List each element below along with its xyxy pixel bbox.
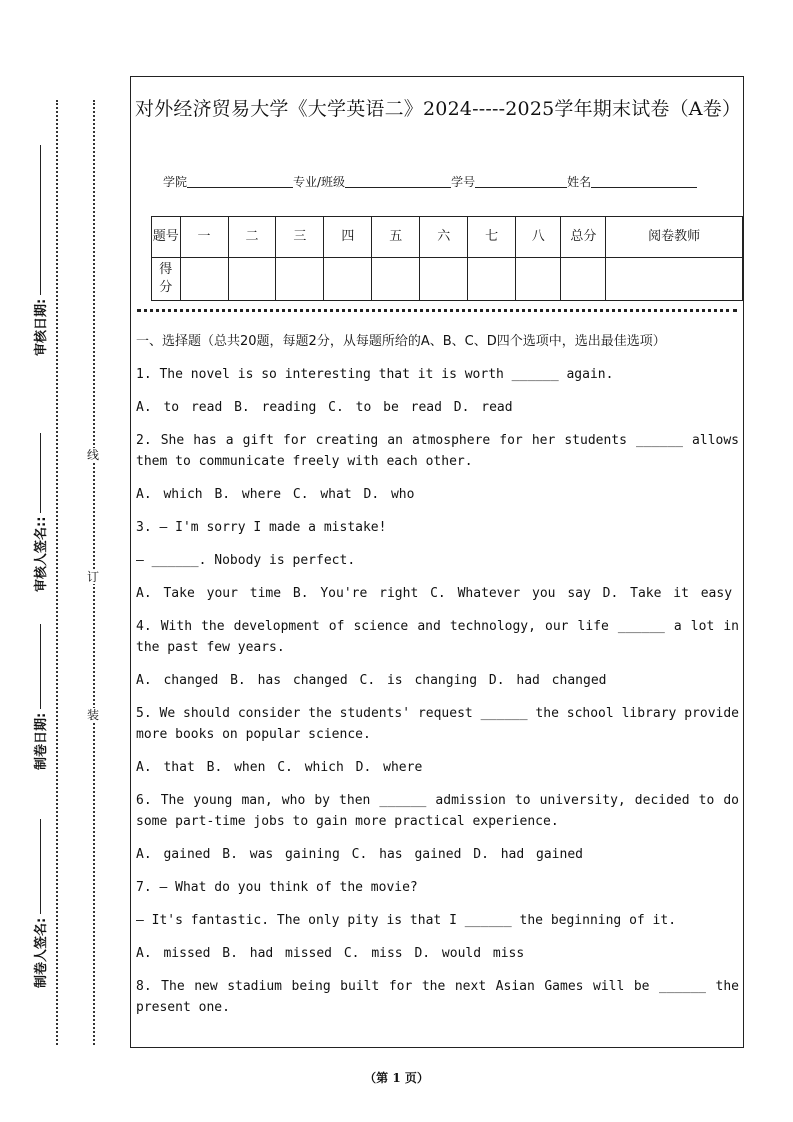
exam-paper [130,76,744,1048]
college-field[interactable] [187,175,293,188]
question-options: A. that B. when C. which D. where [136,760,423,775]
question-stem-continued: — It's fantastic. The only pity is that I ______ the beginning of it. [136,913,677,928]
student-id-field[interactable] [475,175,567,188]
name-field[interactable] [591,175,697,188]
maker-signature-label: 制卷人签名: [30,819,49,988]
question-stem: 2. She has a gift for creating an atmosphere for her students ______ allows them to communicate freely with each other. [136,433,739,469]
score-cell[interactable] [468,258,516,301]
score-header-cell: 一 [180,217,228,258]
score-cell[interactable] [561,258,606,301]
question-stem: 5. We should consider the students' request ______ the school library provide more books on popular science. [136,706,739,742]
score-header-cell: 二 [228,217,276,258]
score-cell[interactable] [372,258,420,301]
question-stem: 3. — I'm sorry I made a mistake! [136,520,387,535]
binding-dotted-line-outer [56,100,58,1045]
question-options: A. to read B. reading C. to be read D. read [136,400,513,415]
question-options: A. which B. where C. what D. who [136,487,415,502]
exam-title: 对外经济贸易大学《大学英语二》2024-----2025学年期末试卷（A卷） [135,98,742,120]
score-cell[interactable] [420,258,468,301]
score-header-cell: 七 [468,217,516,258]
score-cell[interactable] [516,258,561,301]
review-date-label: 审核日期: [30,145,49,356]
college-label: 学院 [163,175,188,189]
score-cell[interactable] [606,258,743,301]
binding-mark-zhuang: 装 [86,708,99,722]
score-header-cell: 题号 [152,217,181,258]
name-label: 姓名 [567,175,592,189]
question-stem: 6. The young man, who by then ______ admission to university, decided to do some part-time jobs to gain more practical experience. [136,793,739,829]
score-cell[interactable] [228,258,276,301]
major-class-label: 专业/班级 [293,175,346,189]
binding-mark-ding: 订 [86,570,99,584]
question-stem: 7. — What do you think of the movie? [136,880,418,895]
score-cell[interactable] [180,258,228,301]
question-options: A. gained B. was gaining C. has gained D. had gained [136,847,583,862]
score-table [151,216,743,301]
question-stem: 1. The novel is so interesting that it is worth ______ again. [136,367,614,382]
score-cell[interactable] [324,258,372,301]
question-options: A. missed B. had missed C. miss D. would miss [136,946,525,961]
student-id-label: 学号 [451,175,476,189]
student-info-line [163,173,697,190]
question-stem: 8. The new stadium being built for the next Asian Games will be ______ the present one. [136,979,739,1015]
score-header-cell: 六 [420,217,468,258]
make-date-label: 制卷日期: [30,624,49,770]
score-header-cell: 三 [276,217,324,258]
score-header-cell: 四 [324,217,372,258]
score-header-cell: 五 [372,217,420,258]
question-list [136,331,739,1030]
major-class-field[interactable] [345,175,451,188]
score-header-cell: 阅卷教师 [606,217,743,258]
question-options: A. Take your time B. You're right C. Whatever you say D. Take it easy [136,586,733,601]
question-stem-continued: — ______. Nobody is perfect. [136,553,356,568]
score-row-label: 得分 [152,258,181,301]
reviewer-signature-label: 审核人签名:: [30,433,49,592]
score-header-cell: 总分 [561,217,606,258]
page-footer: （第 1 页） [364,1071,429,1085]
score-cell[interactable] [276,258,324,301]
score-header-cell: 八 [516,217,561,258]
section-heading: 一、选择题（总共20题，每题2分，从每题所给的A、B、C、D四个选项中，选出最佳选项） [136,334,666,349]
question-options: A. changed B. has changed C. is changing D. had changed [136,673,607,688]
binding-mark-xian: 线 [86,448,99,462]
dotted-separator [137,309,737,312]
question-stem: 4. With the development of science and technology, our life ______ a lot in the past few years. [136,619,739,655]
